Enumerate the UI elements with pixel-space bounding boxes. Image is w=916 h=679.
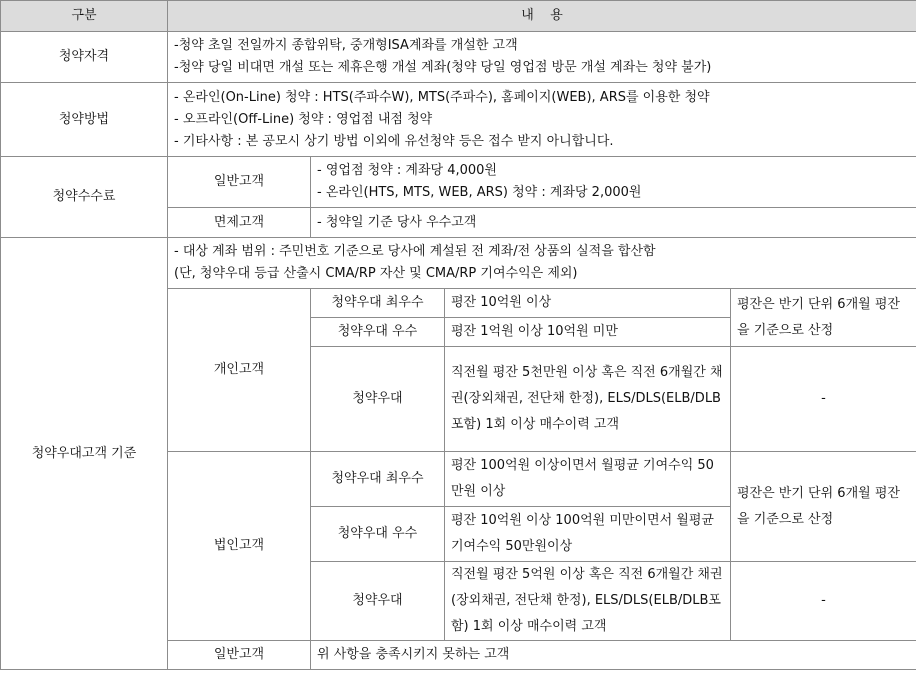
- fee-line: - 영업점 청약 : 계좌당 4,000원: [317, 163, 497, 178]
- eligibility-line: -청약 초일 전일까지 종합위탁, 중개형ISA계좌를 개설한 고객: [174, 38, 518, 53]
- corporate-criteria: 직전월 평잔 5억원 이상 혹은 직전 6개월간 채권(장외채권, 전단채 한정), ELS/DLS(ELB/DLB포함) 1회 이상 매수이력 고객: [445, 562, 731, 641]
- preferred-scope-line: (단, 청약우대 등급 산출시 CMA/RP 자산 및 CMA/RP 기여수익은 제외): [174, 266, 578, 281]
- general-customer-content: 위 사항을 충족시키지 못하는 고객: [311, 641, 916, 670]
- corporate-label: 법인고객: [168, 452, 311, 641]
- corporate-note: 평잔은 반기 단위 6개월 평잔을 기준으로 산정: [731, 452, 916, 562]
- fee-exempt-label: 면제고객: [168, 208, 311, 238]
- corporate-dash: -: [731, 562, 916, 641]
- corporate-grade: 청약우대 최우수: [311, 452, 445, 507]
- eligibility-content: [168, 32, 916, 83]
- individual-note: 평잔은 반기 단위 6개월 평잔을 기준으로 산정: [731, 289, 916, 347]
- method-line: - 오프라인(Off-Line) 청약 : 영업점 내점 청약: [174, 111, 433, 127]
- method-label: 청약방법: [1, 83, 168, 157]
- individual-grade: 청약우대 우수: [311, 318, 445, 347]
- method-line: - 온라인(On-Line) 청약 : HTS(주파수W), MTS(주파수), 홈페이지(WEB), ARS를 이용한 청약: [174, 89, 710, 105]
- general-customer-label: 일반고객: [168, 641, 311, 670]
- method-line: - 기타사항 : 본 공모시 상기 방법 이외에 유선청약 등은 접수 받지 아니합니다.: [174, 133, 614, 149]
- individual-criteria: 직전월 평잔 5천만원 이상 혹은 직전 6개월간 채권(장외채권, 전단채 한정), ELS/DLS(ELB/DLB포함) 1회 이상 매수이력 고객: [445, 347, 731, 452]
- preferred-scope: [168, 238, 916, 289]
- individual-grade: 청약우대: [311, 347, 445, 452]
- corporate-criteria: 평잔 100억원 이상이면서 월평균 기여수익 50만원 이상: [445, 452, 731, 507]
- corporate-grade: 청약우대 우수: [311, 507, 445, 562]
- preferred-scope-line: - 대상 계좌 범위 : 주민번호 기준으로 당사에 계설된 전 계좌/전 상품의 실적을 합산함: [174, 244, 656, 259]
- method-content: [168, 83, 916, 157]
- eligibility-label: 청약자격: [1, 32, 168, 83]
- corporate-criteria: 평잔 10억원 이상 100억원 미만이면서 월평균 기여수익 50만원이상: [445, 507, 731, 562]
- fee-line: - 온라인(HTS, MTS, WEB, ARS) 청약 : 계좌당 2,000원: [317, 185, 642, 200]
- fee-general-label: 일반고객: [168, 157, 311, 208]
- header-category: 구분: [1, 1, 168, 32]
- header-content: 내 용: [168, 1, 916, 32]
- corporate-grade: 청약우대: [311, 562, 445, 641]
- individual-label: 개인고객: [168, 289, 311, 452]
- individual-dash: -: [731, 347, 916, 452]
- individual-criteria: 평잔 1억원 이상 10억원 미만: [445, 318, 731, 347]
- preferred-label: 청약우대고객 기준: [1, 238, 168, 670]
- fee-general-content: [311, 157, 916, 208]
- fee-label: 청약수수료: [1, 157, 168, 238]
- eligibility-line: -청약 당일 비대면 개설 또는 제휴은행 개설 계좌(청약 당일 영업점 방문 개설 계좌는 청약 불가): [174, 60, 712, 75]
- individual-grade: 청약우대 최우수: [311, 289, 445, 318]
- fee-exempt-content: - 청약일 기준 당사 우수고객: [311, 208, 916, 238]
- individual-criteria: 평잔 10억원 이상: [445, 289, 731, 318]
